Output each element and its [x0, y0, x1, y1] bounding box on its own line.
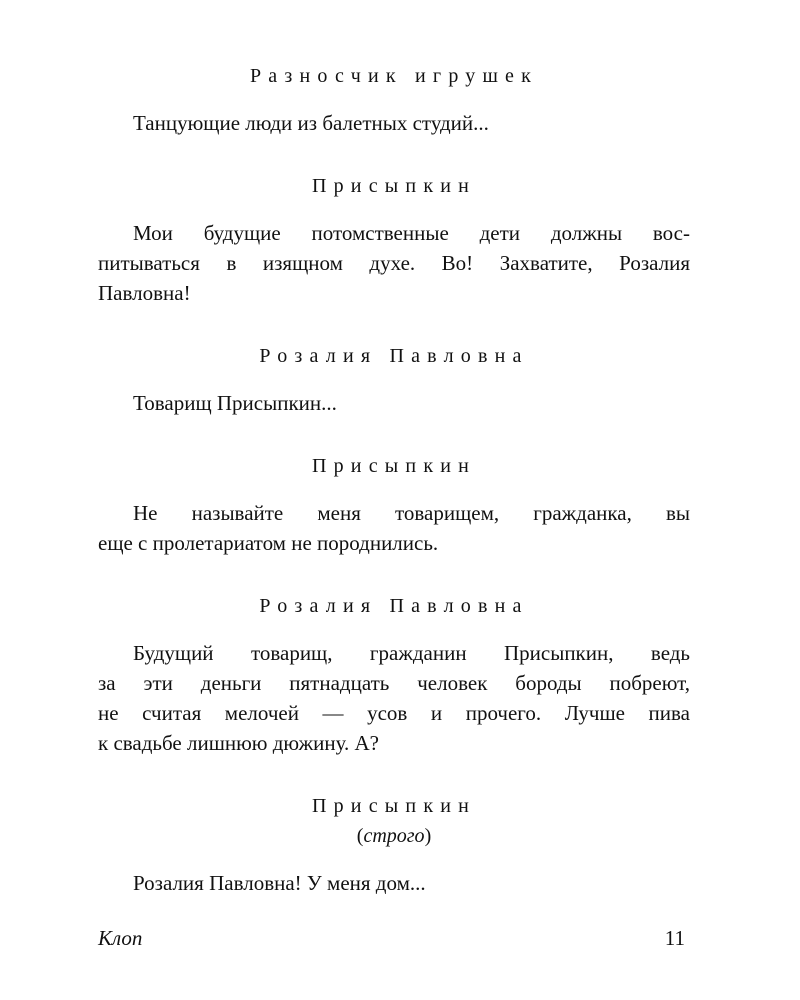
- speaker-name: Присыпкин: [311, 175, 477, 197]
- dialogue-line: Товарищ Присыпкин...: [133, 391, 337, 415]
- stage-direction-text: строго: [363, 825, 425, 847]
- dialogue-paragraph: [98, 638, 690, 758]
- stage-direction: (строго): [356, 825, 432, 847]
- book-page: [98, 0, 690, 1000]
- dialogue-line: Розалия Павловна! У меня дом...: [133, 871, 426, 895]
- speaker-name: Разносчик игрушек: [249, 65, 539, 87]
- dialogue-line: не считая мелочей — усов и прочего. Лучше пива: [98, 701, 690, 725]
- speaker-name: Присыпкин: [311, 795, 477, 817]
- speaker-name: Розалия Павловна: [259, 595, 529, 617]
- dialogue-line: Танцующие люди из балетных студий...: [133, 111, 489, 135]
- running-title: Клоп: [98, 926, 143, 950]
- speaker-name: Присыпкин: [311, 455, 477, 477]
- speaker-name: Розалия Павловна: [259, 345, 529, 367]
- dialogue-line: Не называйте меня товарищем, гражданка, вы: [133, 501, 690, 525]
- page-number: 11: [664, 926, 685, 950]
- dialogue-line: Павловна!: [98, 281, 191, 305]
- dialogue-line: Мои будущие потомственные дети должны вос-: [133, 221, 690, 245]
- dialogue-line: за эти деньги пятнадцать человек бороды побреют,: [98, 671, 690, 695]
- dialogue-line: еще с пролетариатом не породнились.: [98, 531, 439, 555]
- dialogue-line: к свадьбе лишнюю дюжину. А?: [98, 731, 379, 755]
- dialogue-paragraph: [98, 498, 690, 558]
- dialogue-line: Будущий товарищ, гражданин Присыпкин, ведь: [133, 641, 690, 665]
- dialogue-line: питываться в изящном духе. Во! Захватите, Розалия: [98, 251, 690, 275]
- dialogue-paragraph: [98, 218, 690, 308]
